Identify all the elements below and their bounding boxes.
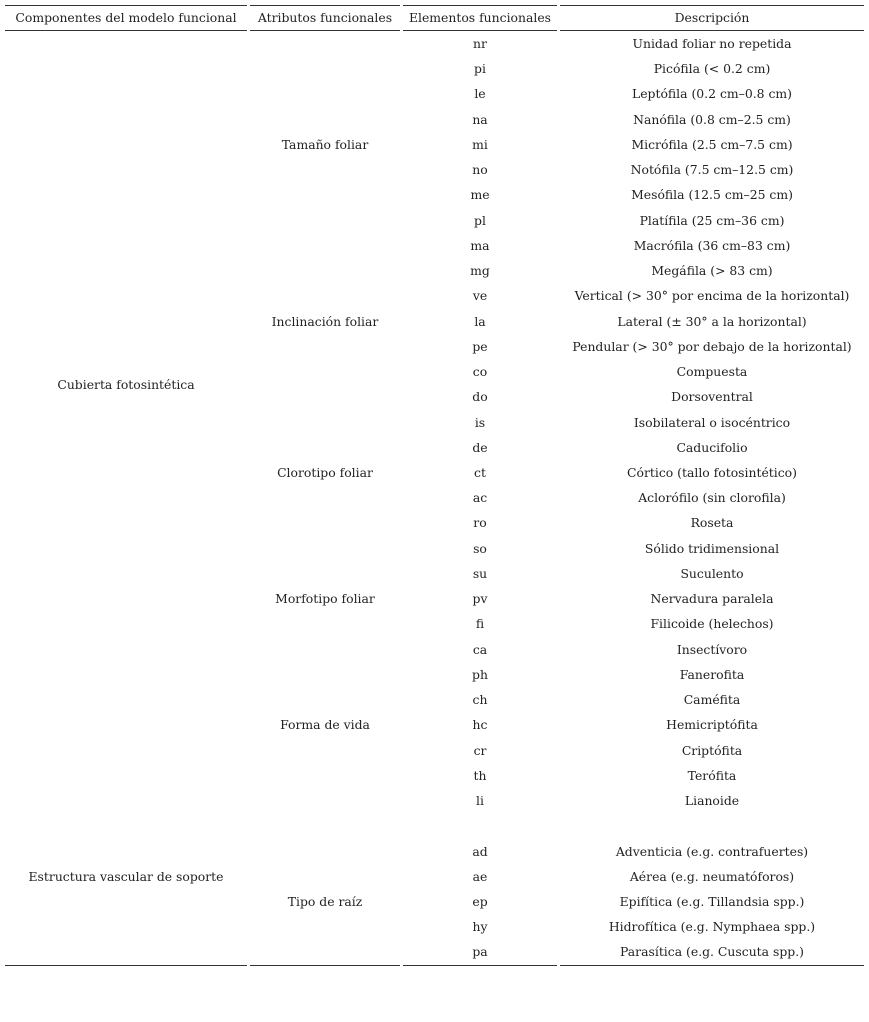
description-cell: Suculento [680, 565, 744, 581]
element-code-cell [403, 813, 557, 838]
attribute-cell [250, 485, 400, 510]
component-cell [5, 889, 247, 914]
attribute-cell [250, 763, 400, 788]
description-cell: Nanófila (0.8 cm–2.5 cm) [633, 111, 791, 127]
element-code-cell: li [476, 793, 484, 809]
attribute-cell [250, 813, 400, 838]
attribute-cell [250, 611, 400, 636]
component-cell [5, 662, 247, 687]
attribute-cell [250, 561, 400, 586]
attribute-cell [250, 510, 400, 535]
attribute-cell [250, 233, 400, 258]
description-cell: Micrófila (2.5 cm–7.5 cm) [631, 136, 793, 152]
element-code-cell: mi [472, 136, 488, 152]
component-cell [5, 283, 247, 308]
component-cell [5, 157, 247, 182]
attribute-cell [250, 258, 400, 283]
description-cell: Macrófila (36 cm–83 cm) [633, 237, 791, 253]
table-row [5, 839, 864, 864]
description-cell: Unidad foliar no repetida [632, 36, 792, 51]
component-cell [5, 914, 247, 939]
element-code-cell: me [470, 187, 490, 203]
description-cell: Platífila (25 cm–36 cm) [639, 212, 785, 228]
component-cell [5, 839, 247, 864]
attribute-cell [250, 157, 400, 182]
table-row [5, 889, 864, 914]
table-row [5, 586, 864, 611]
description-cell: Filicoide (helechos) [650, 616, 774, 632]
component-cell [5, 182, 247, 207]
description-cell: Caducifolio [676, 439, 748, 455]
table-row [5, 258, 864, 283]
table-row [5, 510, 864, 535]
element-code-cell: le [474, 86, 486, 102]
table-row [5, 31, 864, 56]
description-cell: Córtico (tallo fotosintético) [627, 464, 797, 480]
element-code-cell: mg [470, 263, 490, 279]
element-code-cell: ad [472, 843, 488, 859]
attribute-cell: Clorotipo foliar [277, 464, 373, 480]
description-cell: Caméfita [683, 692, 741, 708]
description-cell [560, 813, 864, 838]
table-row [5, 485, 864, 510]
attribute-cell: Morfotipo foliar [275, 591, 375, 607]
component-cell [5, 611, 247, 636]
component-cell: Estructura vascular de soporte [28, 868, 224, 884]
description-cell: Vertical (> 30° por encima de la horizontal) [574, 288, 850, 304]
element-code-cell: hc [472, 717, 488, 733]
attribute-cell [250, 738, 400, 763]
component-cell [5, 939, 247, 965]
component-cell [5, 637, 247, 662]
attribute-cell [250, 939, 400, 965]
element-code-cell: ep [472, 893, 488, 909]
table-row [5, 182, 864, 207]
table-row [5, 233, 864, 258]
element-code-cell: pa [403, 939, 557, 965]
component-cell [5, 132, 247, 157]
component-cell [5, 31, 247, 56]
component-cell [5, 460, 247, 485]
component-cell [5, 309, 247, 334]
description-cell: Parasítica (e.g. Cuscuta spp.) [560, 939, 864, 965]
attribute-cell [250, 435, 400, 460]
table-row [5, 460, 864, 485]
description-cell: Terófita [687, 767, 737, 783]
element-code-cell: ro [473, 515, 487, 531]
description-cell: Dorsoventral [671, 389, 753, 405]
component-cell [5, 410, 247, 435]
table-row [5, 435, 864, 460]
element-code-cell: pv [472, 591, 488, 607]
component-cell [5, 81, 247, 106]
element-code-cell: cr [473, 742, 487, 758]
element-code-cell: no [472, 162, 488, 178]
description-cell: Compuesta [676, 364, 748, 380]
attribute-cell [250, 662, 400, 687]
table-row [5, 662, 864, 687]
component-cell [5, 763, 247, 788]
table-row [5, 334, 864, 359]
attribute-cell [250, 182, 400, 207]
header-row [5, 5, 864, 31]
attribute-cell [250, 536, 400, 561]
attribute-cell [250, 81, 400, 106]
component-cell [5, 258, 247, 283]
element-code-cell: ph [472, 666, 488, 682]
component-cell [5, 712, 247, 737]
attribute-cell [250, 208, 400, 233]
description-cell: Pendular (> 30° por debajo de la horizontal) [572, 338, 852, 354]
attribute-cell [250, 914, 400, 939]
description-cell: Insectívoro [676, 641, 748, 657]
attribute-cell [250, 384, 400, 409]
attribute-cell [250, 334, 400, 359]
description-cell: Epifítica (e.g. Tillandsia spp.) [619, 893, 805, 909]
description-cell: Criptófita [681, 742, 743, 758]
attribute-cell [250, 839, 400, 864]
element-code-cell: ma [470, 237, 490, 253]
description-cell: Leptófila (0.2 cm–0.8 cm) [631, 86, 792, 102]
table-row [5, 813, 864, 838]
attribute-cell: Tamaño foliar [281, 136, 369, 152]
functional-model-table [2, 5, 867, 966]
description-cell: Fanerofita [679, 666, 745, 682]
element-code-cell: su [472, 565, 488, 581]
element-code-cell: ca [472, 641, 488, 657]
description-cell: Sólido tridimensional [644, 540, 780, 556]
attribute-cell [250, 359, 400, 384]
attribute-cell [250, 283, 400, 308]
attribute-cell [250, 56, 400, 81]
table-body [5, 31, 864, 966]
description-cell: Lateral (± 30° a la horizontal) [617, 313, 807, 329]
description-cell: Mesófila (12.5 cm–25 cm) [631, 187, 793, 203]
component-cell [5, 334, 247, 359]
attribute-cell [250, 31, 400, 56]
component-cell [5, 56, 247, 81]
table-row [5, 208, 864, 233]
description-cell: Hidrofítica (e.g. Nymphaea spp.) [608, 919, 816, 935]
table-row [5, 611, 864, 636]
description-cell: Notófila (7.5 cm–12.5 cm) [630, 162, 794, 178]
header-elements: Elementos funcionales [403, 5, 557, 31]
element-code-cell: nr [473, 36, 487, 51]
attribute-cell [250, 687, 400, 712]
table-row [5, 738, 864, 763]
component-cell [5, 738, 247, 763]
table-row [5, 157, 864, 182]
description-cell: Isobilateral o isocéntrico [633, 414, 791, 430]
table-row [5, 864, 864, 889]
element-code-cell: de [472, 439, 488, 455]
element-code-cell: ae [472, 868, 488, 884]
table-row [5, 81, 864, 106]
attribute-cell: Inclinación foliar [271, 313, 379, 329]
component-cell [5, 510, 247, 535]
attribute-cell: Tipo de raíz [287, 893, 363, 909]
header-components: Componentes del modelo funcional [5, 5, 247, 31]
table-row [5, 309, 864, 334]
element-code-cell: na [472, 111, 488, 127]
element-code-cell: fi [475, 616, 485, 632]
table-row [5, 561, 864, 586]
component-cell [5, 586, 247, 611]
element-code-cell: do [472, 389, 488, 405]
description-cell: Roseta [690, 515, 734, 531]
element-code-cell: is [474, 414, 486, 430]
table-row [5, 132, 864, 157]
element-code-cell: pl [474, 212, 486, 228]
element-code-cell: ct [474, 464, 486, 480]
component-cell [5, 208, 247, 233]
element-code-cell: hy [472, 919, 488, 935]
table-row [5, 763, 864, 788]
element-code-cell: co [472, 364, 488, 380]
description-cell: Lianoide [684, 793, 740, 809]
description-cell: Aérea (e.g. neumatóforos) [629, 868, 795, 884]
description-cell: Nervadura paralela [650, 591, 774, 607]
description-cell: Picófila (< 0.2 cm) [653, 61, 771, 77]
attribute-cell [250, 637, 400, 662]
component-cell [5, 561, 247, 586]
table-row [5, 536, 864, 561]
attribute-cell [250, 410, 400, 435]
table-row [5, 283, 864, 308]
component-cell [5, 485, 247, 510]
table-row [5, 687, 864, 712]
element-code-cell: so [473, 540, 487, 556]
element-code-cell: ch [472, 692, 488, 708]
element-code-cell: pi [474, 61, 486, 77]
element-code-cell: ac [472, 490, 488, 506]
component-cell [5, 813, 247, 838]
table-row [5, 56, 864, 81]
description-cell: Megáfila (> 83 cm) [651, 263, 773, 279]
component-cell [5, 536, 247, 561]
attribute-cell [250, 864, 400, 889]
table-row [5, 637, 864, 662]
component-cell [5, 435, 247, 460]
table-row [5, 384, 864, 409]
component-cell [5, 233, 247, 258]
table-row [5, 712, 864, 737]
attribute-cell: Forma de vida [280, 717, 370, 733]
table-row [5, 914, 864, 939]
header-attributes: Atributos funcionales [250, 5, 400, 31]
element-code-cell: ve [472, 288, 488, 304]
component-cell [5, 107, 247, 132]
element-code-cell: pe [472, 338, 488, 354]
component-cell [5, 687, 247, 712]
table-row [5, 788, 864, 813]
attribute-cell [250, 107, 400, 132]
header-description: Descripción [560, 5, 864, 31]
component-cell: Cubierta fotosintética [57, 377, 195, 393]
element-code-cell: la [474, 313, 486, 329]
description-cell: Hemicriptófita [666, 717, 758, 733]
table-row [5, 107, 864, 132]
table-row [5, 939, 864, 965]
table-row [5, 410, 864, 435]
element-code-cell: th [473, 767, 487, 783]
component-cell [5, 788, 247, 813]
description-cell: Aclorófilo (sin clorofila) [638, 490, 786, 506]
attribute-cell [250, 788, 400, 813]
description-cell: Adventicia (e.g. contrafuertes) [615, 843, 809, 859]
